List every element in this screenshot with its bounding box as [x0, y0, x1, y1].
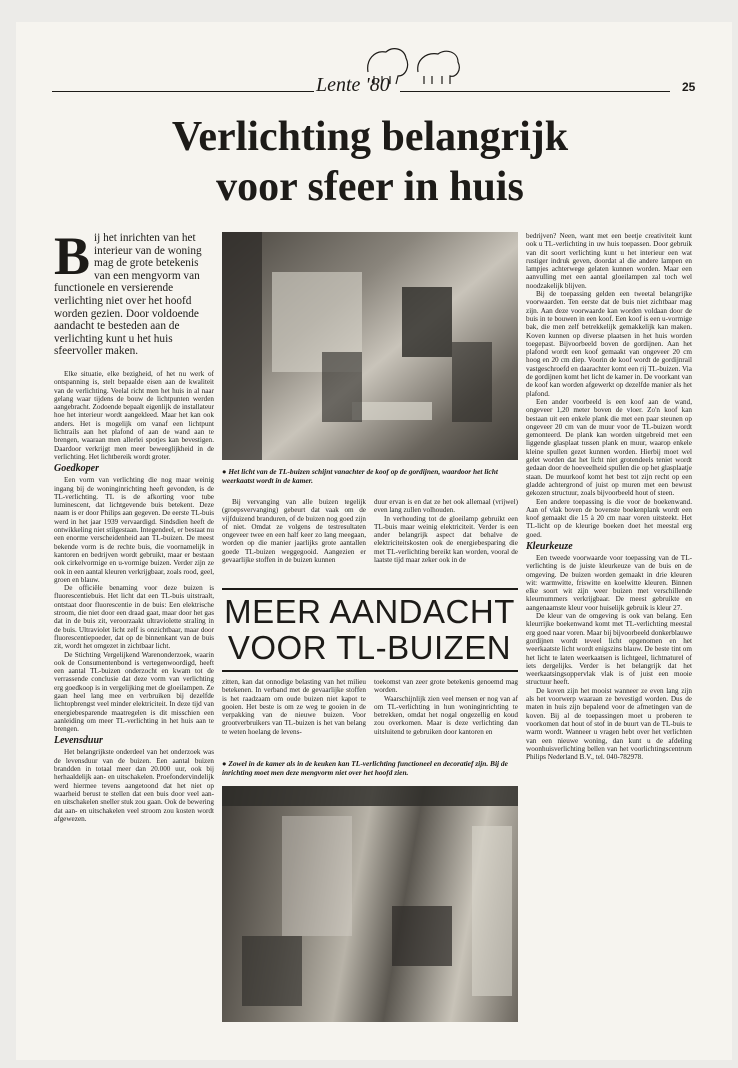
column-1 — [54, 370, 214, 1042]
intro-paragraph — [54, 232, 214, 358]
page-number: 25 — [682, 80, 696, 94]
subheading: MEER AANDACHT VOOR TL-BUIZEN — [224, 593, 515, 666]
subhead-rule-bottom — [222, 670, 518, 672]
body-paragraph: Het belangrijkste onderdeel van het onderzoek was de levensduur van de buizen. Een aantal buizen brandden in totaal meer dan 20.000 uur, ook bij herhaaldelijk aan- en uitschakelen. Proefondervindelijk werd hiermee tevens aangetoond dat het niet op waarheid berust te stellen dat een buis door veel aan- en uitschakelen sneller stuk zou gaan. Ook de bewering dat aan- en uitschakelen veel stroom zou kosten wordt afgewezen. — [54, 748, 214, 823]
body-paragraph: De Stichting Vergelijkend Warenonderzoek, waarin ook de Consumentenbond is vertegenwoordigd, heeft een aantal TL-buizen onderzocht en kwam tot de verrassende conclusie dat deze vorm van verlichting erg goedkoop is in vergelijking met de gloeilampen. Ze gaan heel lang mee en verbruiken bij dezelfde lichtopbrengst veel minder elektriciteit. In deze tijd van energiebesparende maatregelen is dit misschien een aanleiding om meer TL-verlichting in het huis aan te brengen. — [54, 650, 214, 734]
drop-cap: B — [54, 232, 91, 286]
header-rule-right — [400, 91, 670, 92]
caption-text: Het licht van de TL-buizen schijnt vanachter de koof op de gordijnen, waardoor het licht weerkaatst wordt in de kamer. — [222, 467, 498, 485]
body-paragraph: bedrijven? Neen, want met een beetje creativiteit kunt ook u TL-verlichting in uw huis toepassen. Door gebruik van dit soort verlichting kunt u het interieur een wat rustiger indruk geven, doordat al die andere lampen en lampjes achterwege gelaten kunnen worden. Maar een aanvulling met een aantal gloeilampen zal toch wel noodzakelijk blijven. — [526, 232, 692, 290]
body-paragraph: duur ervan is en dat ze het ook allemaal (vrijwel) even lang zullen volhouden. — [374, 498, 518, 515]
section-heading-levensduur: Levensduur — [54, 735, 103, 747]
headline-line-1: Verlichting belangrijk — [171, 114, 569, 160]
subhead-rule-top — [222, 588, 518, 590]
body-paragraph: Een andere toepassing is die voor de boekenwand. Aan of vlak boven de bovenste boekenplank wordt een koof gemaakt die 15 à 20 cm naar voren uitsteekt. Het TL-licht op de kleurige boeken doet het meestal erg goed. — [526, 497, 692, 539]
body-paragraph: De koven zijn het mooist wanneer ze even lang zijn als het voorwerp waaraan ze bevestigd worden. Dus de maten in huis zijn bepalend voor de afmetingen van de koven. Bij al de toepassingen moet u proberen te voorkomen dat hout of stof in de buurt van de TL-buis te warm wordt. Wanneer u vragen hebt over het verlichten van een nieuwe woning, dan kunt u de afdeling woonhuisverlichting bellen van het voorlichtingscentrum Philips Nederland B.V., tel. 040-782978. — [526, 686, 692, 762]
body-paragraph: Bij de toepassing gelden een tweetal belangrijke voorwaarden. Ten eerste dat de buis niet zichtbaar mag zijn. Aan deze voorwaarde kan worden voldaan door de buis in te bouwen in een koof. Een koof is een u-vormige bak, die men zelf betrekkelijk gemakkelijk kan maken. Koven kunnen op diverse plaatsen in het huis worden toegepast. Bijvoorbeeld boven de gordijnen. Aan het plafond wordt een koof gemaakt van ongeveer 20 cm hoog en 20 cm diep. Voorin de koof wordt de gordijnrail vastgeschroefd en daarachter komt een rij TL-buizen. Via de gordijnen komt het licht de kamer in. De voorkant van de koof kan worden afgewerkt op dezelfde manier als het plafond. — [526, 290, 692, 398]
column-3a — [374, 498, 518, 582]
section-heading-goedkoper: Goedkoper — [54, 463, 99, 475]
body-paragraph: Een tweede voorwaarde voor toepassing van de TL-verlichting is de juiste kleurkeuze van de buis en de omgeving. De buizen worden gemaakt in drie kleuren wit: warmwitte, friswitte en koelwitte kleuren. Binnen elke soort wit zijn weer buizen met verschillende kleurnummers verkrijgbaar. De meest gebruikte en aangenaamste kleur voor huiselijk gebruik is kleur 27. — [526, 553, 692, 612]
header-rule-left — [52, 91, 314, 92]
body-paragraph: Waarschijnlijk zien veel mensen er nog van af om TL-verlichting in hun woninginrichting te betrekken, omdat het nogal ongezellig en koud zou overkomen. Maar is deze verlichting dan uitsluitend te gebruiken door kantoren en — [374, 694, 518, 736]
body-paragraph: Elke situatie, elke bezigheid, of het nu werk of ontspanning is, stelt bepaalde eisen aan de kwaliteit van de verlichting. Veelal richt men het huis in al naar gelang waar tijdens de bouw de lichtpunten werden aangebracht. Zodoende bepaalt eigenlijk de installateur hoe het interieur wordt aangekleed. Maar het kan ook anders. Het is mogelijk om vanaf een lichtpunt lichtrails aan het plafond of aan de wand aan te brengen, waaraan men allerlei spotjes kan bevestigen. Daardoor verkrijgt men meer beweeglijkheid in de verlichting. Het lichtbereik wordt groter. — [54, 370, 214, 461]
photo-caption-1: ● Het licht van de TL-buizen schijnt vanachter de koof op de gordijnen, waardoor het licht weerkaatst wordt in de kamer. — [222, 467, 498, 485]
body-paragraph: De kleur van de omgeving is ook van belang. Een kleurrijke boekenwand komt met TL-verlichting meestal erg goed naar voren. Maar bij bijvoorbeeld donkerblauwe gordijnen wordt teveel licht opgenomen en het weerkaatste licht wordt enigszins blauw. De beste tint om het licht te laten weerkaatsen is lichtgeel, lichtnaturel of iets dergelijks. Verder is het belangrijk dat het weerkaatsingsoppervlak vlak is of juist een mooie structuur heeft. — [526, 612, 692, 687]
body-paragraph: zitten, kan dat onnodige belasting van het milieu betekenen. In verband met de gevaarlijke stoffen is het raadzaam om oude buizen niet kapot te gooien. Het beste is om ze weg te gooien in de verpakking van de nieuwe buizen. Voor grootverbruikers van TL-buizen is het van belang te weten hoelang de levens- — [222, 678, 366, 736]
body-paragraph: De officiële benaming voor deze buizen is fluorescentiebuis. Het licht dat een TL-buis uitstraalt, ontstaat door fluorescentie in de buis: Een elektrische stroom, die niet door een draad gaat, maar door het gas dat in de buis zit, veroorzaakt ultraviolette straling in de buis. Ultraviolet licht zelf is onzichtbaar, maar door fluorescentiepoeder, dat op de binnenkant van de buis zit, wordt het omgezet in zichtbaar licht. — [54, 584, 214, 651]
column-3b — [374, 678, 518, 754]
body-paragraph: toekomst van zeer grote betekenis genoemd mag worden. — [374, 678, 518, 695]
body-paragraph: In verhouding tot de gloeilamp gebruikt een TL-buis maar weinig elektriciteit. Verder is een ander belangrijk aspect dat behalve de elektriciteitskosten ook de energiebesparing die met TL-verlichting bereikt kan worden, vooral de laatste tijd maar zeker ook in de — [374, 514, 518, 565]
headline-line-2: voor sfeer in huis — [216, 164, 524, 210]
column-2a — [222, 498, 366, 582]
body-paragraph: Een ander voorbeeld is een koof aan de wand, ongeveer 1,20 meter boven de vloer. Zo'n koof kan bestaan uit een enkele plank die met een paar steunen op ongeveer 20 cm van de muur voor de TL-buizen wordt gemonteerd. De plank kan worden uitgebreid met een liggende glasplaat tussen plank en muur, waarop enkele kleine spullen gezet kunnen worden. Hierbij moet wel gelet worden dat het licht niet grotendeels teniet wordt gedaan door de hoeveelheid spullen die op het glasplaatje staan. De muurkoof komt het best tot zijn recht op een gladde achtergrond of juist op muren met een bewust gekozen structuur, zoals bijvoorbeeld hout of steen. — [526, 397, 692, 498]
caption-text: Zowel in de kamer als in de keuken kan TL-verlichting functioneel en decoratief zijn. Bij de inrichting moet men deze mengvorm niet over het hoofd zien. — [222, 759, 508, 777]
photo-caption-2: ● Zowel in de kamer als in de keuken kan TL-verlichting functioneel en decoratief zijn. Bij de inrichting moet men deze mengvorm niet over het hoofd zien. — [222, 759, 508, 777]
body-paragraph: Een vorm van verlichting die nog maar weinig ingang bij de woninginrichting heeft gevonden, is de TL-verlichting. TL is de afkorting voor tube luminescent, dat lichtgevende buis betekent. Deze naam is er door Philips aan gegeven. De eerste TL-buis werd in het jaar 1939 vervaardigd. Sindsdien heeft de ontwikkeling niet stilgestaan. Integendeel, er bestaat nu een enorme verscheidenheid aan TL-buizen. De meest bekende vorm is de rechte buis, die voornamelijk in kantoren en bedrijven wordt gebruikt, maar er bestaan ook cirkelvormige en u-vormige buizen. Verder zijn ze ook in een aantal kleuren verkrijgbaar, zoals rood, geel, groen en blauw. — [54, 476, 214, 584]
masthead: Lente '80 — [316, 74, 390, 96]
column-2b — [222, 678, 366, 754]
body-paragraph: Bij vervanging van alle buizen tegelijk (groepsvervanging) gebeurt dat vaak om de vijfduizend branduren, of de buizen nog goed zijn of niet. Omdat ze volgens de testresultaten ongeveer twee en een half keer zo lang meegaan, worden op die manier jaarlijks grote aantallen goede TL-buizen weggegooid. Aangezien er gevaarlijke stoffen in de buizen kunnen — [222, 498, 366, 565]
photo-living-room — [222, 232, 518, 460]
photo-kitchen — [222, 786, 518, 1022]
section-heading-kleurkeuze: Kleurkeuze — [526, 540, 573, 552]
intro-text: ij het inrichten van het interieur van de woning mag de grote betekenis van een mengvorm van functionele en versierende verlichting niet over het hoofd worden gezien. Door voldoende aandacht te besteden aan de verlichting kunt u het huis sfeervoller maken. — [54, 232, 202, 358]
column-4 — [526, 232, 692, 1044]
